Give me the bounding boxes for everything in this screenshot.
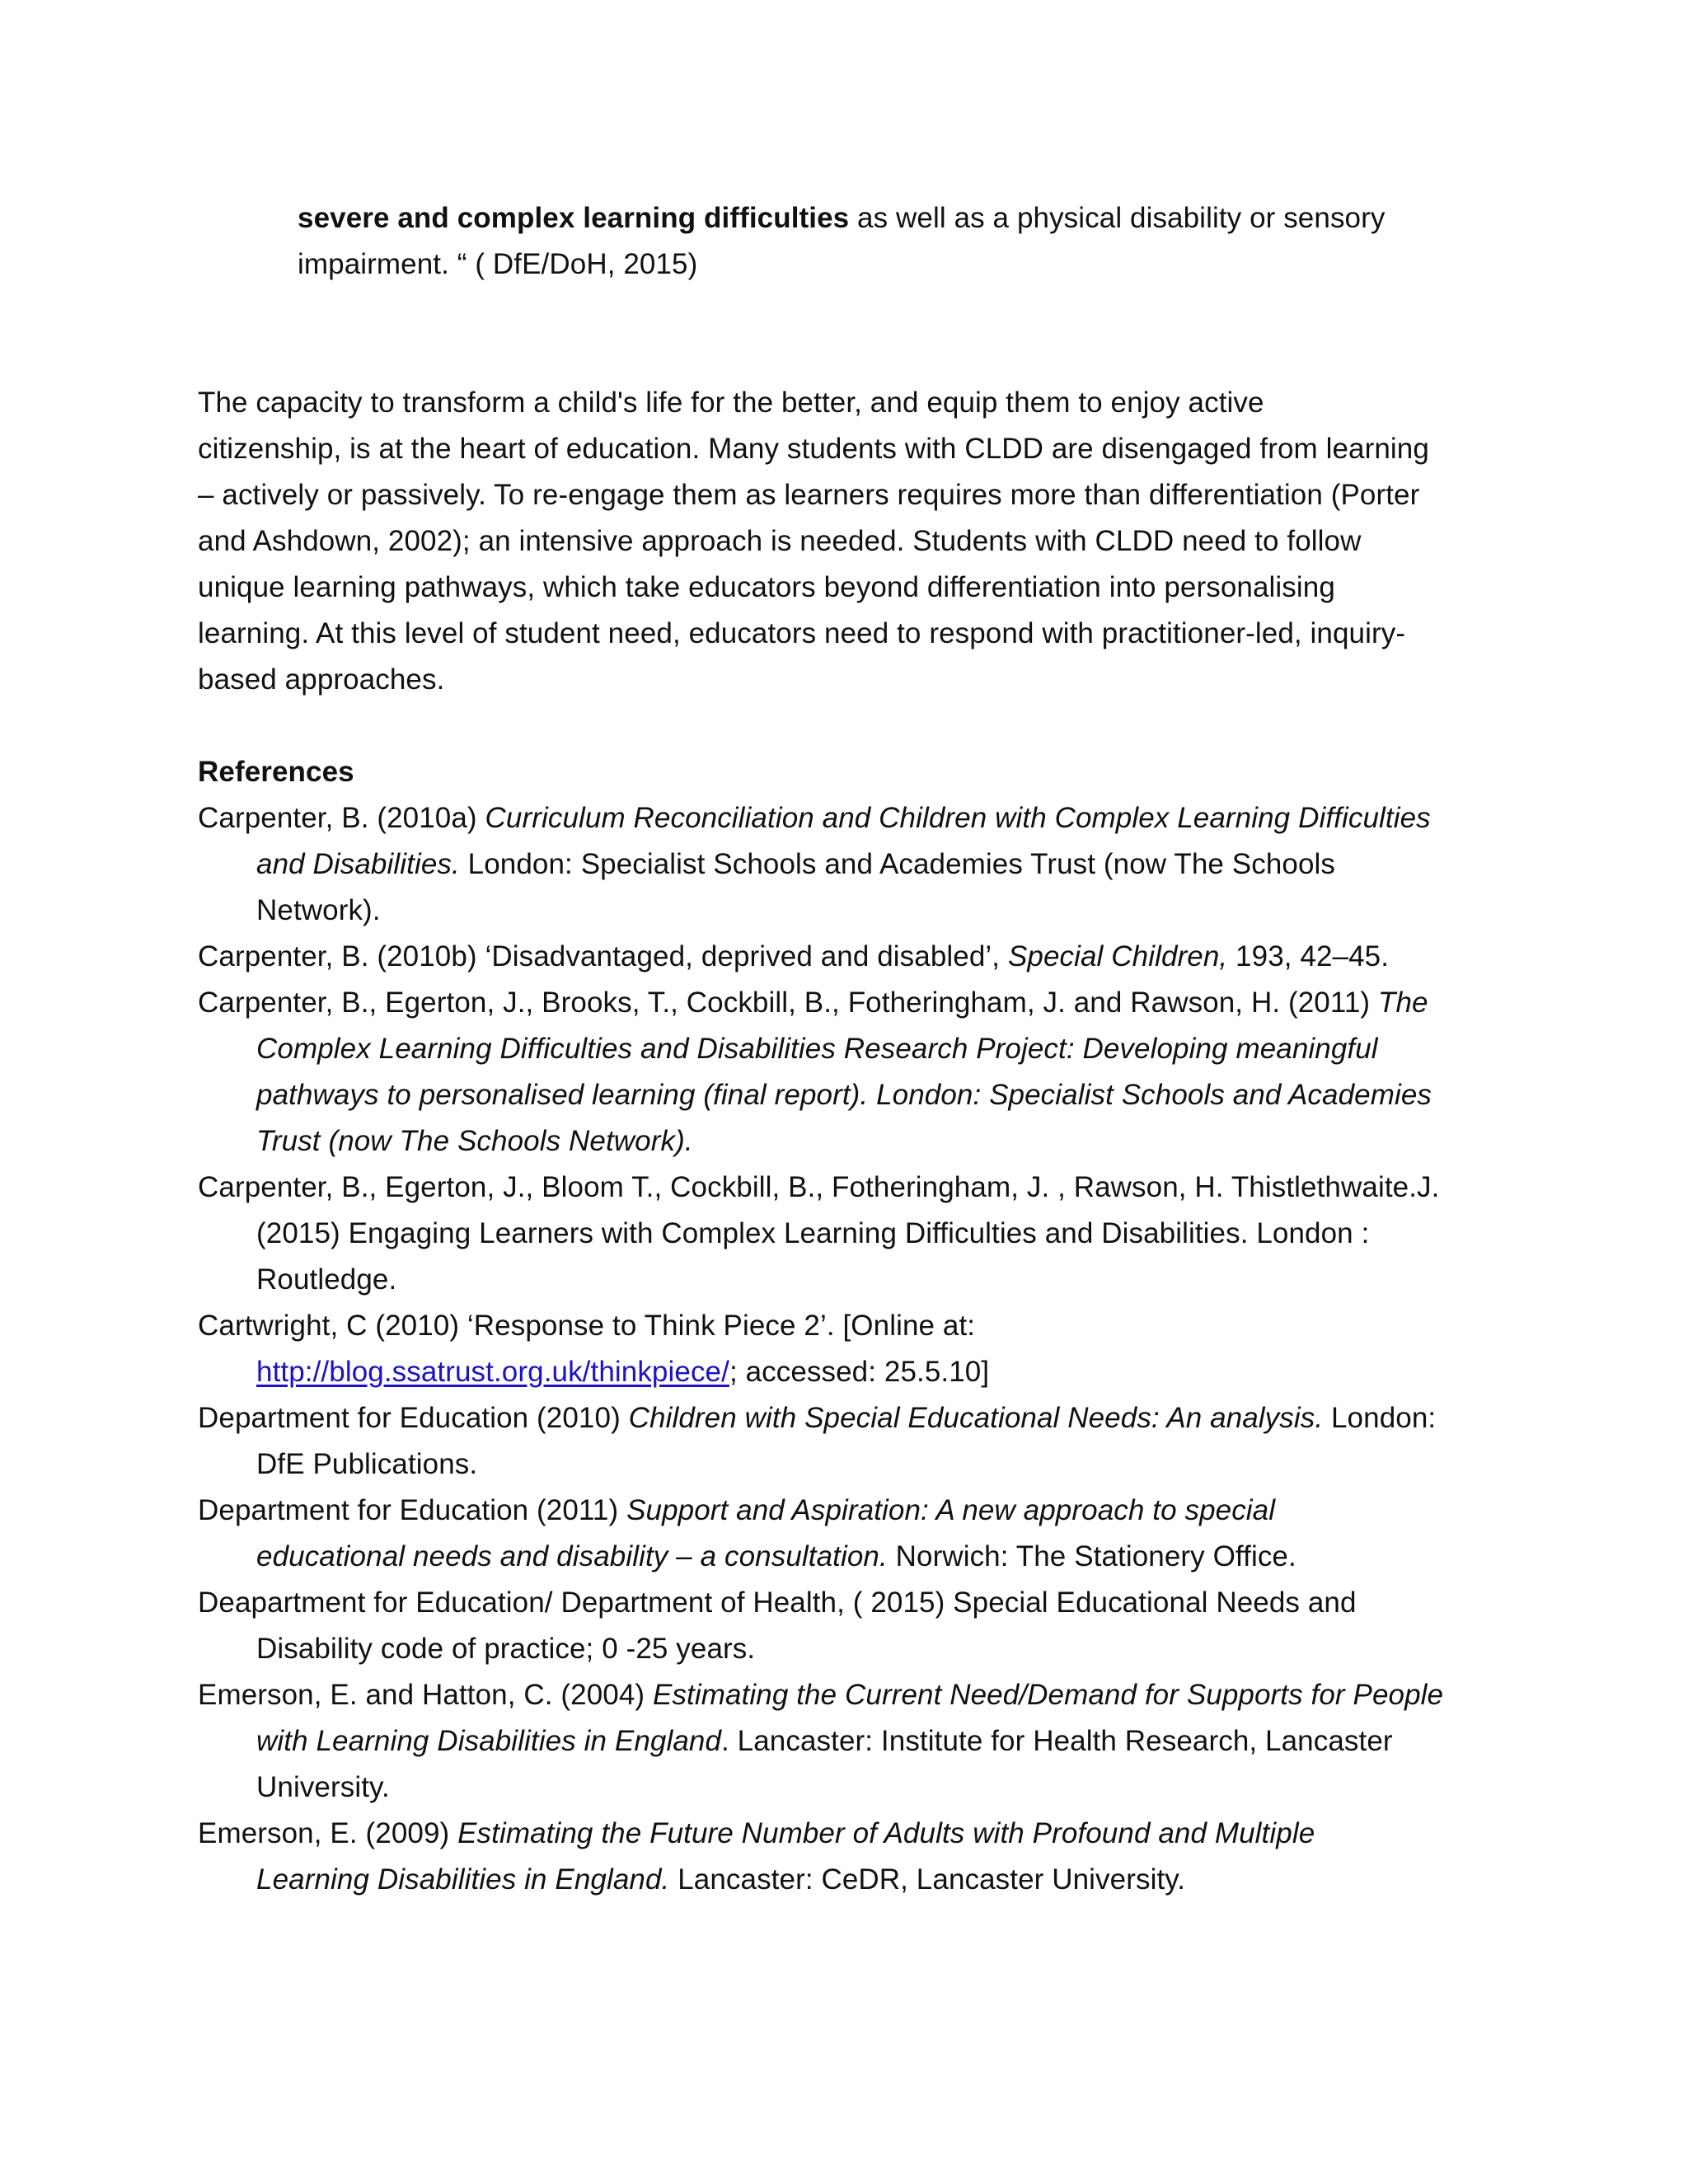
reference-line xyxy=(198,1118,1533,1165)
references-heading: References xyxy=(198,756,354,788)
reference-title: Special Children, xyxy=(1007,940,1228,972)
reference-author: Department for Education (2010) xyxy=(198,1402,629,1434)
reference-title: with Learning Disabilities in England xyxy=(256,1725,722,1757)
reference-author: Carpenter, B. (2010a) xyxy=(198,802,485,834)
body-line: citizenship, is at the heart of education. Many students with CLDD are disengaged from learning xyxy=(198,433,1429,465)
reference-entry xyxy=(198,1303,1533,1395)
reference-author: Emerson, E. and Hatton, C. (2004) xyxy=(198,1679,654,1711)
reference-line xyxy=(198,1026,1533,1072)
reference-entry xyxy=(198,795,1533,934)
reference-entry xyxy=(198,980,1533,1165)
reference-entry xyxy=(198,1395,1533,1488)
reference-accessed: ; accessed: 25.5.10] xyxy=(729,1356,990,1388)
body-line: learning. At this level of student need, educators need to respond with practitioner-led, inquiry- xyxy=(198,617,1406,649)
reference-title: pathways to personalised learning (final report). London: Specialist Schools and Academies xyxy=(256,1079,1432,1111)
reference-publisher: London: Specialist Schools and Academies Trust (now The Schools xyxy=(459,848,1336,880)
reference-publisher: Lancaster: CeDR, Lancaster University. xyxy=(669,1863,1186,1896)
reference-title: Support and Aspiration: A new approach to special xyxy=(626,1494,1276,1526)
reference-line xyxy=(198,1718,1533,1765)
body-line: based approaches. xyxy=(198,663,445,696)
quote-line-2: impairment. “ ( DfE/DoH, 2015) xyxy=(298,248,698,280)
quote-line-1-rest: as well as a physical disability or sensory xyxy=(849,202,1386,234)
reference-entry xyxy=(198,1672,1533,1811)
reference-line xyxy=(198,841,1533,888)
reference-title: Children with Special Educational Needs: An analysis. xyxy=(628,1402,1324,1434)
reference-entry xyxy=(198,1165,1533,1303)
body-line: and Ashdown, 2002); an intensive approach is needed. Students with CLDD need to follow xyxy=(198,525,1362,557)
reference-line xyxy=(198,1395,1533,1441)
reference-line xyxy=(198,1811,1533,1857)
reference-title: educational needs and disability – a consultation. xyxy=(256,1540,888,1572)
reference-publisher: London: xyxy=(1323,1402,1437,1434)
reference-line xyxy=(198,1534,1533,1580)
references-section xyxy=(198,749,1533,1903)
reference-entry xyxy=(198,934,1533,980)
reference-url-link[interactable]: http://blog.ssatrust.org.uk/thinkpiece/ xyxy=(256,1356,729,1388)
reference-author: Department for Education (2011) xyxy=(198,1494,627,1526)
reference-line: (2015) Engaging Learners with Complex Learning Difficulties and Disabilities. London : xyxy=(256,1217,1370,1249)
reference-line xyxy=(198,1857,1533,1903)
reference-line xyxy=(198,1672,1533,1718)
reference-author: Emerson, E. (2009) xyxy=(198,1817,458,1849)
reference-entry xyxy=(198,1580,1533,1672)
reference-line xyxy=(198,980,1533,1026)
body-line: The capacity to transform a child's life for the better, and equip them to enjoy active xyxy=(198,387,1264,419)
reference-line xyxy=(198,795,1533,841)
quote-line-1 xyxy=(298,195,1484,241)
reference-title: Complex Learning Difficulties and Disabilities Research Project: Developing meaningful xyxy=(256,1033,1378,1065)
reference-publisher: Norwich: The Stationery Office. xyxy=(887,1540,1296,1572)
reference-title: Estimating the Current Need/Demand for Supports for People xyxy=(653,1679,1444,1711)
reference-author: Carpenter, B., Egerton, J., Brooks, T., Cockbill, B., Fotheringham, J. and Rawson, H. (2011) xyxy=(198,987,1378,1019)
block-quote xyxy=(298,195,1484,288)
reference-publisher: . Lancaster: Institute for Health Research, Lancaster xyxy=(721,1725,1393,1757)
reference-line: Disability code of practice; 0 -25 years. xyxy=(256,1633,756,1665)
reference-title: Estimating the Future Number of Adults with Profound and Multiple xyxy=(457,1817,1315,1849)
reference-line: Cartwright, C (2010) ‘Response to Think Piece 2’. [Online at: xyxy=(198,1310,976,1342)
reference-line: Carpenter, B., Egerton, J., Bloom T., Cockbill, B., Fotheringham, J. , Rawson, H. Thistlethwaite.J. xyxy=(198,1171,1440,1203)
reference-line: Routledge. xyxy=(256,1263,397,1296)
body-paragraph xyxy=(198,380,1517,703)
reference-title: and Disabilities. xyxy=(256,848,460,880)
reference-pages: 193, 42–45. xyxy=(1227,940,1390,972)
reference-line xyxy=(198,934,1533,980)
reference-line: Network). xyxy=(256,894,381,926)
reference-line xyxy=(198,1072,1533,1118)
reference-entry xyxy=(198,1811,1533,1903)
reference-title: Curriculum Reconciliation and Children with Complex Learning Difficulties xyxy=(485,802,1431,834)
reference-line: University. xyxy=(256,1771,390,1803)
body-line: – actively or passively. To re-engage them as learners requires more than differentiation (Porter xyxy=(198,479,1420,511)
reference-line xyxy=(198,1488,1533,1534)
reference-title: Learning Disabilities in England. xyxy=(256,1863,670,1896)
quote-bold-phrase: severe and complex learning difficulties xyxy=(298,202,850,234)
reference-line: Deapartment for Education/ Department of Health, ( 2015) Special Educational Needs and xyxy=(198,1586,1357,1619)
reference-author: Carpenter, B. (2010b) ‘Disadvantaged, deprived and disabled’, xyxy=(198,940,1008,972)
reference-line xyxy=(198,1349,1533,1395)
reference-title: Trust (now The Schools Network). xyxy=(256,1125,693,1157)
reference-title: The xyxy=(1377,987,1428,1019)
reference-entry xyxy=(198,1488,1533,1580)
body-line: unique learning pathways, which take educators beyond differentiation into personalising xyxy=(198,571,1335,603)
reference-line: DfE Publications. xyxy=(256,1448,478,1480)
